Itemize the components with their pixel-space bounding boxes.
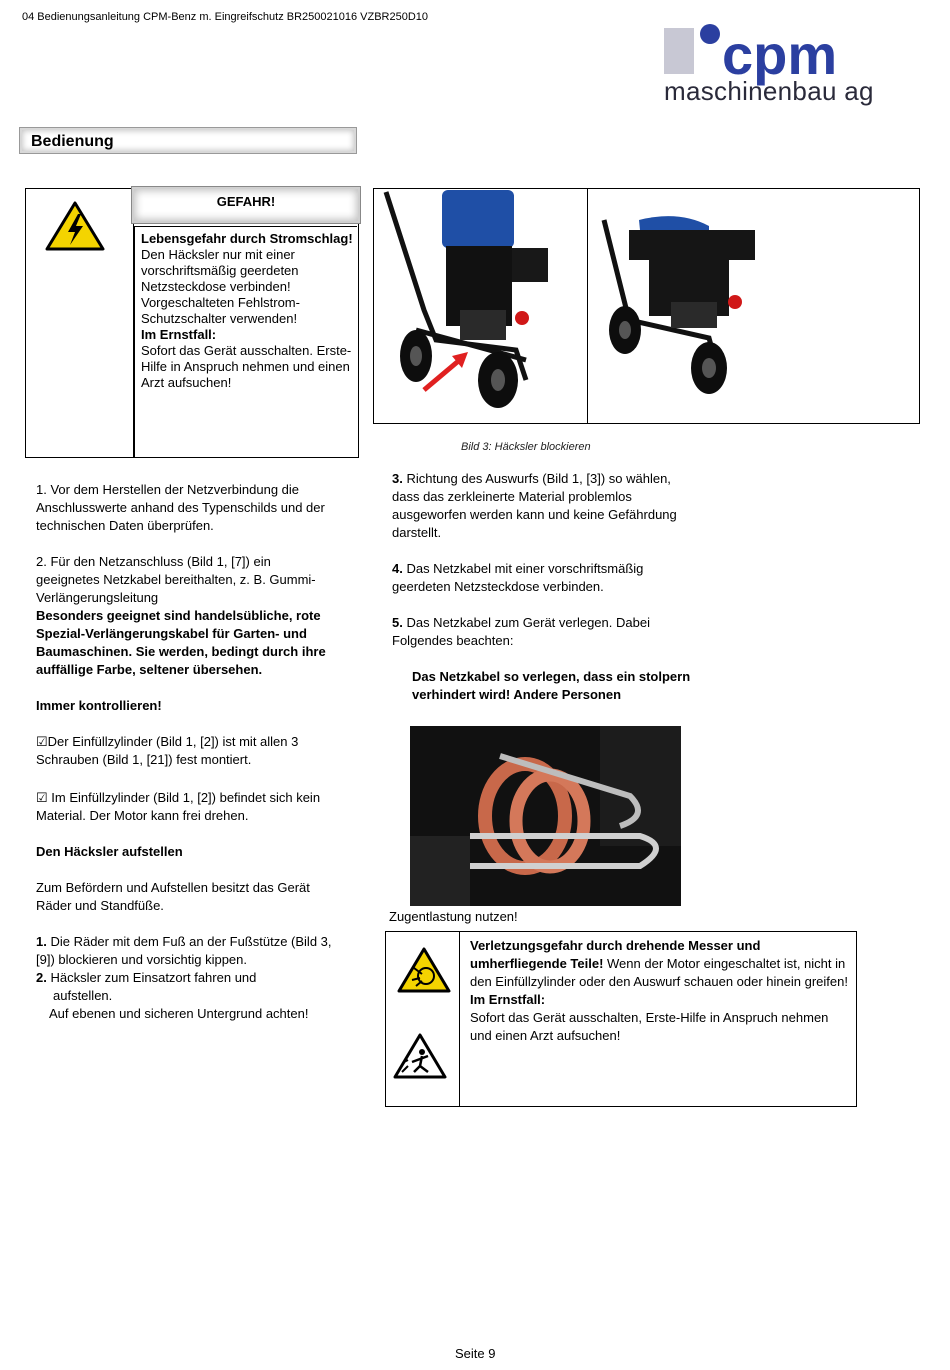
injury-emergency-label: Im Ernstfall: (470, 992, 546, 1007)
control-heading: Immer kontrollieren! (36, 698, 162, 713)
danger-emergency-label: Im Ernstfall: (141, 327, 217, 342)
danger-body: Den Häcksler nur mit einer vorschriftsmäßig geerdeten Netzsteckdose verbinden! Vorgeschalteten Fehlstrom-Schutzschalter verwenden! (141, 247, 300, 326)
step-4-num: 4. (392, 561, 403, 576)
setup-heading: Den Häcksler aufstellen (36, 844, 183, 859)
cable-note: Das Netzkabel so verlegen, dass ein stolpern verhindert wird! Andere Personen (412, 669, 691, 702)
strain-relief-note: Zugentlastung nutzen! (389, 909, 518, 924)
setup-step-2-text: Häcksler zum Einsatzort fahren und (46, 970, 257, 985)
step-3-num: 3. (392, 471, 403, 486)
step-3-text: Richtung des Auswurfs (Bild 1, [3]) so wählen, dass das zerkleinerte Material problemlos ausgeworfen werden kann und keine Gefährdung darstellt. (392, 471, 677, 540)
shredder-photo-left (376, 190, 584, 420)
setup-step-1-num: 1. (36, 934, 47, 949)
section-heading (19, 127, 357, 154)
danger-emergency-text: Sofort das Gerät ausschalten. Erste-Hilfe in Anspruch nehmen und einen Arzt aufsuchen! (141, 343, 352, 390)
injury-emergency-text: Sofort das Gerät ausschalten, Erste-Hilfe in Anspruch nehmen und einen Arzt aufsuchen! (470, 1010, 829, 1043)
danger-heading-bar (131, 186, 361, 224)
step-3 (392, 470, 682, 542)
step-5-num: 5. (392, 615, 403, 630)
injury-text (470, 937, 850, 1045)
flying-debris-hazard-icon (392, 1032, 448, 1080)
step-4 (392, 560, 682, 596)
setup-step-2-note: Auf ebenen und sicheren Untergrund achten! (49, 1006, 309, 1021)
step-5 (392, 614, 682, 650)
shredder-photo-right (589, 190, 916, 420)
injury-body: Wenn der Motor eingeschaltet ist, nicht in den Einfüllzylinder oder den Auswurf schauen oder hinein greifen! (470, 956, 848, 989)
rotating-blade-hazard-icon (396, 946, 452, 994)
check-1: ☑Der Einfüllzylinder (Bild 1, [2]) ist mit allen 3 Schrauben (Bild 1, [21]) fest montiert. (36, 734, 299, 767)
strain-relief-photo (410, 726, 681, 906)
electric-hazard-icon (44, 200, 106, 252)
injury-title: Verletzungsgefahr durch drehende Messer und umherfliegende Teile! (470, 938, 761, 971)
setup-step-2-num: 2. (36, 970, 47, 985)
logo-brand-text: cpm (722, 24, 838, 86)
step-1: 1. Vor dem Herstellen der Netzverbindung die Anschlusswerte anhand des Typenschilds und der technischen Daten überprüfen. (36, 482, 325, 533)
page-number: Seite 9 (455, 1346, 496, 1361)
figure-3-caption: Bild 3: Häcksler blockieren (461, 441, 591, 453)
logo-subtitle: maschinenbau ag (664, 76, 874, 106)
step-2-note: Besonders geeignet sind handelsübliche, rote Spezial-Verlängerungskabel für Garten- und Baumaschinen. Sie werden, bedingt durch ihre auffällige Farbe, seltener übersehen. (36, 608, 326, 677)
check-2: ☑ Im Einfüllzylinder (Bild 1, [2]) befindet sich kein Material. Der Motor kann frei drehen. (36, 790, 321, 823)
step-5-text: Das Netzkabel zum Gerät verlegen. Dabei Folgendes beachten: (392, 615, 650, 648)
document-header-line: 04 Bedienungsanleitung CPM-Benz m. Eingreifschutz BR250021016 VZBR250D10 (22, 11, 429, 23)
danger-heading: GEFAHR! (216, 194, 276, 209)
section-title: Bedienung (31, 133, 114, 150)
setup-step-1-text: Die Räder mit dem Fuß an der Fußstütze (Bild 3, [9]) blockieren und vorsichtig kippen. (36, 934, 332, 967)
setup-intro: Zum Befördern und Aufstellen besitzt das Gerät Räder und Standfüße. (36, 880, 310, 913)
setup-step-2 (36, 969, 346, 987)
setup-step-2-cont: aufstellen. (53, 988, 113, 1003)
setup-step-1 (36, 933, 346, 969)
danger-title: Lebensgefahr durch Stromschlag! (141, 231, 353, 246)
step-4-text: Das Netzkabel mit einer vorschriftsmäßig geerdeten Netzsteckdose verbinden. (392, 561, 644, 594)
danger-text (141, 231, 353, 391)
step-2: 2. Für den Netzanschluss (Bild 1, [7]) ein geeignetes Netzkabel bereithalten, z. B. Gummi-Verlängerungsleitung (36, 554, 316, 605)
